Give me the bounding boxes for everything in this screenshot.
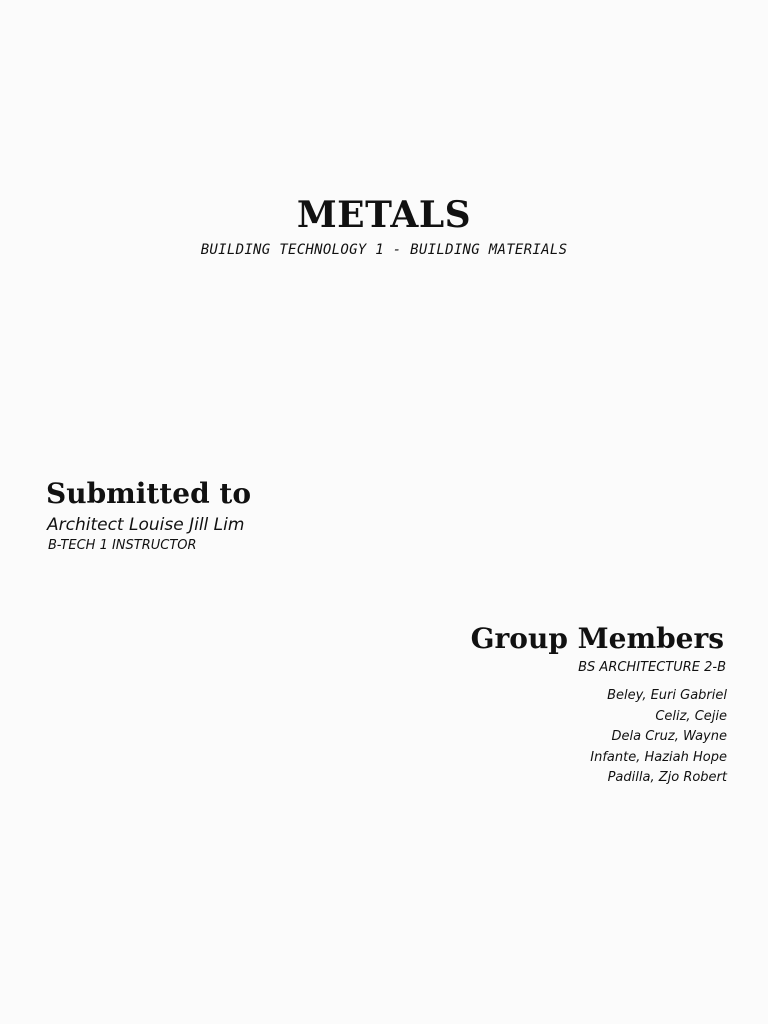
recipient-role: B-TECH 1 INSTRUCTOR <box>48 538 197 553</box>
class-section: BS ARCHITECTURE 2-B <box>578 660 726 675</box>
member-name: Padilla, Zjo Robert <box>607 770 727 785</box>
recipient-name: Architect Louise Jill Lim <box>47 515 245 535</box>
group-members-list <box>590 686 727 789</box>
document-subtitle: BUILDING TECHNOLOGY 1 - BUILDING MATERIALS <box>200 242 568 258</box>
member-name: Celiz, Cejie <box>655 708 727 724</box>
group-members-heading: Group Members <box>470 622 724 655</box>
submitted-to-heading: Submitted to <box>46 477 252 510</box>
member-name: Infante, Haziah Hope <box>590 749 727 765</box>
member-name: Dela Cruz, Wayne <box>611 729 727 744</box>
member-name: Beley, Euri Gabriel <box>607 688 727 703</box>
document-title: METALS <box>296 194 472 236</box>
